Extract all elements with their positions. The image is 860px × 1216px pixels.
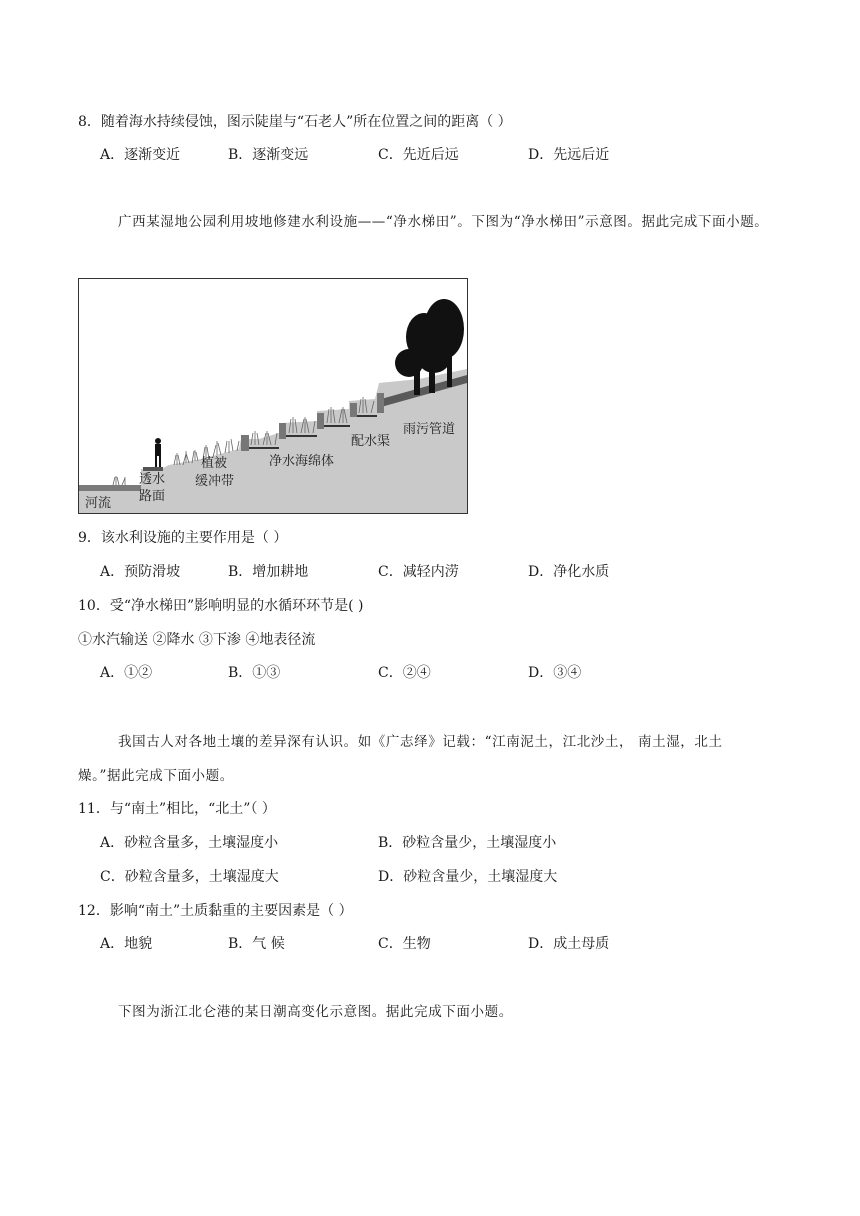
terrace-diagram bbox=[78, 278, 468, 514]
question-10-option-c[interactable]: C．②④ bbox=[378, 665, 431, 681]
label-pavement-1: 透水 bbox=[139, 472, 166, 487]
terrace-wall-5 bbox=[377, 393, 384, 413]
question-8-option-c[interactable]: C．先近后远 bbox=[378, 147, 459, 163]
terrace-wall-3 bbox=[317, 413, 324, 429]
river-surface bbox=[79, 485, 141, 491]
passage-wetland: 广西某湿地公园利用坡地修建水利设施——“净水梯田”。下图为“净水梯田”示意图。据此完成下面小题。 bbox=[118, 214, 769, 230]
question-12-stem: 12．影响“南土”土质黏重的主要因素是（ ） bbox=[78, 903, 353, 919]
question-10-items: ①水汽输送 ②降水 ③下渗 ④地表径流 bbox=[78, 632, 316, 648]
sponge-layer-1 bbox=[249, 447, 279, 449]
question-8-option-b[interactable]: B．逐渐变远 bbox=[228, 147, 309, 163]
question-12-option-a[interactable]: A．地貌 bbox=[100, 936, 153, 952]
question-11-option-a[interactable]: A．砂粒含量多，土壤湿度小 bbox=[100, 835, 279, 851]
question-9-option-b[interactable]: B．增加耕地 bbox=[228, 564, 309, 580]
question-12-option-d[interactable]: D．成土母质 bbox=[528, 936, 610, 952]
question-11-stem: 11．与“南土”相比，“北土”（ ） bbox=[78, 801, 276, 817]
sponge-layer-2 bbox=[286, 435, 317, 437]
question-10-option-d[interactable]: D．③④ bbox=[528, 665, 582, 681]
question-12-option-c[interactable]: C．生物 bbox=[378, 936, 431, 952]
question-11-option-b[interactable]: B．砂粒含量少，土壤湿度小 bbox=[378, 835, 557, 851]
question-11-option-c[interactable]: C．砂粒含量多，土壤湿度大 bbox=[100, 869, 279, 885]
label-sponge: 净水海绵体 bbox=[269, 454, 335, 469]
terrace-diagram-svg bbox=[79, 279, 467, 513]
label-buffer-2: 缓冲带 bbox=[195, 474, 235, 489]
channel-layer bbox=[357, 415, 377, 417]
label-buffer-1: 植被 bbox=[201, 456, 228, 471]
question-9-option-a[interactable]: A．预防滑坡 bbox=[100, 564, 181, 580]
passage-tide: 下图为浙江北仑港的某日潮高变化示意图。据此完成下面小题。 bbox=[118, 1004, 513, 1020]
terrace-slope bbox=[79, 369, 467, 513]
label-pipe: 雨污管道 bbox=[403, 422, 456, 437]
terrace-wall-2 bbox=[279, 423, 286, 439]
question-9-option-d[interactable]: D．净化水质 bbox=[528, 564, 610, 580]
passage-soil-line-1: 我国古人对各地土壤的差异深有认识。如《广志绎》记载：“江南泥土，江北沙土， 南土湿，北土 bbox=[118, 734, 723, 750]
question-10-option-a[interactable]: A．①② bbox=[100, 665, 153, 681]
terrace-wall-4 bbox=[350, 403, 357, 417]
person-silhouette bbox=[155, 438, 161, 467]
question-10-option-b[interactable]: B．①③ bbox=[228, 665, 281, 681]
label-channel: 配水渠 bbox=[351, 434, 391, 449]
question-8-stem: 8．随着海水持续侵蚀，图示陡崖与“石老人”所在位置之间的距离（ ） bbox=[78, 114, 512, 130]
question-9-option-c[interactable]: C．减轻内涝 bbox=[378, 564, 459, 580]
passage-soil-line-2: 燥。”据此完成下面小题。 bbox=[78, 768, 234, 784]
pavement-block bbox=[143, 467, 163, 471]
sponge-layer-3 bbox=[324, 425, 350, 427]
question-10-stem: 10．受“净水梯田”影响明显的水循环环节是( ) bbox=[78, 598, 364, 614]
question-8-option-d[interactable]: D．先远后近 bbox=[528, 147, 610, 163]
question-9-stem: 9．该水利设施的主要作用是（ ） bbox=[78, 530, 288, 546]
question-8-option-a[interactable]: A．逐渐变近 bbox=[100, 147, 181, 163]
question-11-option-d[interactable]: D．砂粒含量少，土壤湿度大 bbox=[378, 869, 558, 885]
label-pavement-2: 路面 bbox=[139, 489, 166, 504]
terrace-wall-1 bbox=[241, 435, 249, 451]
label-river: 河流 bbox=[85, 496, 112, 511]
question-12-option-b[interactable]: B．气 候 bbox=[228, 936, 285, 952]
